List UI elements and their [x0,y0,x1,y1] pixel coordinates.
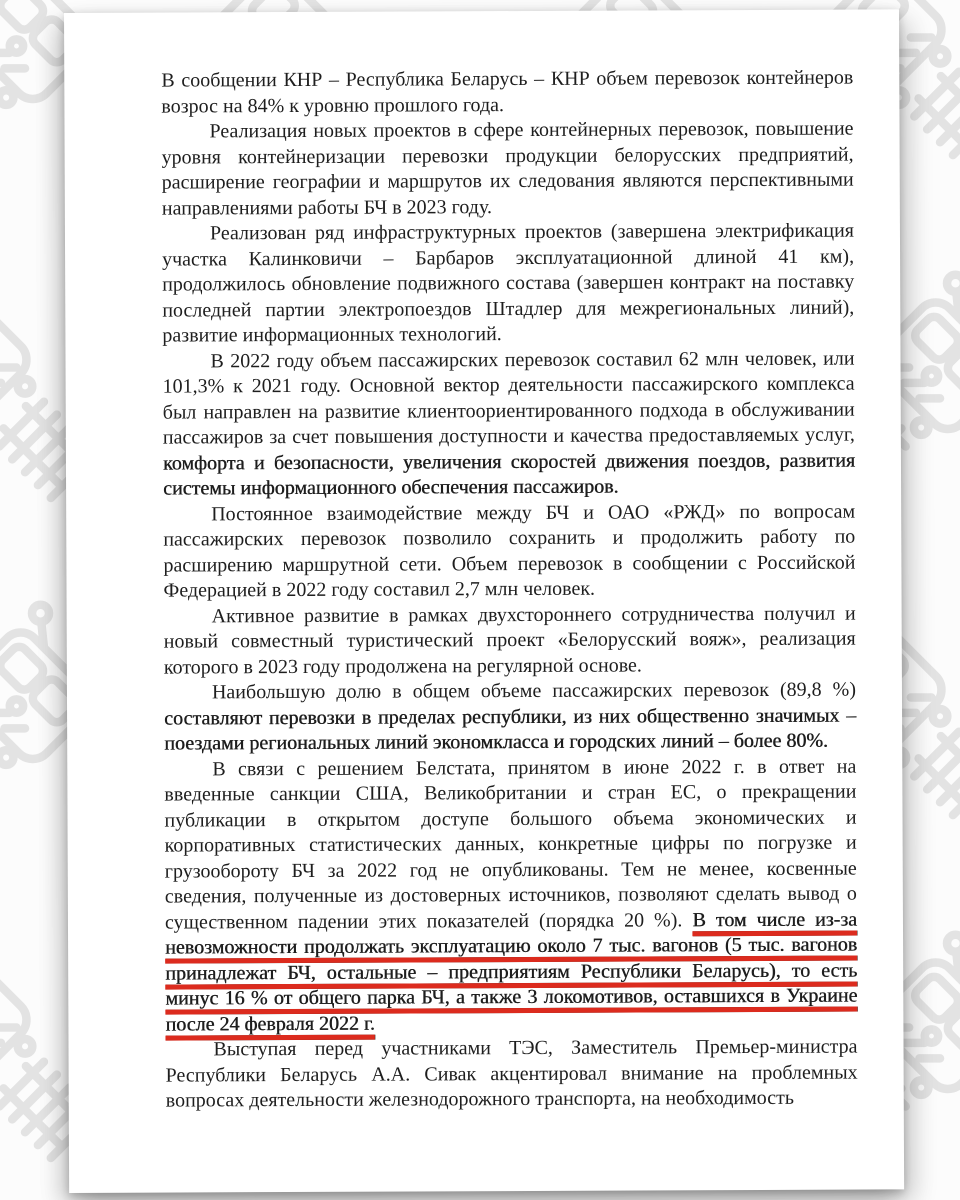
paragraph [161,117,853,222]
paragraph [162,219,855,350]
text-segment: Реализован ряд инфраструктурных проектов (завершена электрификация участка Калинковичи – Барбаров эксплуатационной длиной 41 км), продолжилось обновление подвижного состава (завершен контракт на поставку последней партии электропоездов Штадлер для межрегиональных линий), развитие информационных технологий. [162,219,855,347]
text-segment: комфорта и безопасности, увеличения скоростей движения поездов, развития системы информационного обеспечения пассажиров. [162,449,856,500]
text-segment: Активное развитие в рамках двухстороннего сотрудничества получил и новый совместный туристический проект «Белорусский вояж», реализация которого в 2023 году продолжена на регулярной основе. [163,602,856,679]
document-page [64,9,904,1193]
paragraph [161,66,853,120]
text-segment: В связи с решением Белстата, принятом в июне 2022 г. в ответ на введенные санкции США, Великобритании и стран ЕС, о прекращении публикации в открытом доступе большого объема экономических и корпоративных статистических данных, конкретные цифры по погрузке и грузообороту БЧ за 2022 год не опубликованы. Тем не менее, косвенные сведения, полученные из достоверных источников, позволяют сделать вывод о существенном падении этих показателей (порядка 20 %). [164,755,857,934]
text-segment: В сообщении КНР – Республика Беларусь – КНР объем перевозок контейнеров возрос на 84% к уровню прошлого года. [161,66,854,118]
text-segment: Постоянное взаимодействие между БЧ и ОАО «РЖД» по вопросам пассажирских перевозок позволило сохранить и продолжить работу по расширению маршрутной сети. Объем перевозок в сообщении с Российской Федерацией в 2022 году составил 2,7 млн человек. [163,500,856,602]
paragraph [164,678,856,758]
paragraph [165,1035,857,1115]
text-segment: Выступая перед участниками ТЭС, Заместитель Премьер-министра Республики Беларусь А.А. Сивак акцентировал внимание на проблемных вопросах деятельности железнодорожного транспорта, на необходимость [165,1035,858,1112]
red-underlined-text: В том числе из-за невозможности продолжать эксплуатацию около 7 тыс. вагонов (5 тыс. вагонов принадлежат БЧ, остальные – предприятиям Республики Беларусь), то есть минус 16 % от общего парка БЧ, а также 3 локомотивов, оставшихся в Украине после 24 февраля 2022 г. [165,908,858,1036]
text-segment: Реализация новых проектов в сфере контейнерных перевозок, повышение уровня контейнеризации перевозки продукции белорусских предприятий, расширение географии и маршрутов их следования являются перспективными направлениями работы БЧ в 2023 году. [161,117,854,220]
paragraph [164,601,856,681]
text-segment: Наибольшую долю в общем объеме пассажирских перевозок (89,8 %) [211,678,857,704]
text-segment: В 2022 году объем пассажирских перевозок составил 62 млн человек, или 101,3% к 2021 году. Основной вектор деятельности пассажирского комплекса был направлен на развитие клиентоориентированного подхода в обслуживании пассажиров за счет повышения доступности и качества предоставляемых услуг, [162,347,855,449]
text-segment: составляют перевозки в пределах республики, из них общественно значимых – поездами региональных линий экономкласса и городских линий – более 80%. [164,704,857,755]
document-text [161,66,858,1115]
paragraph [164,754,857,1038]
paragraph [162,346,855,502]
paragraph [163,499,855,604]
